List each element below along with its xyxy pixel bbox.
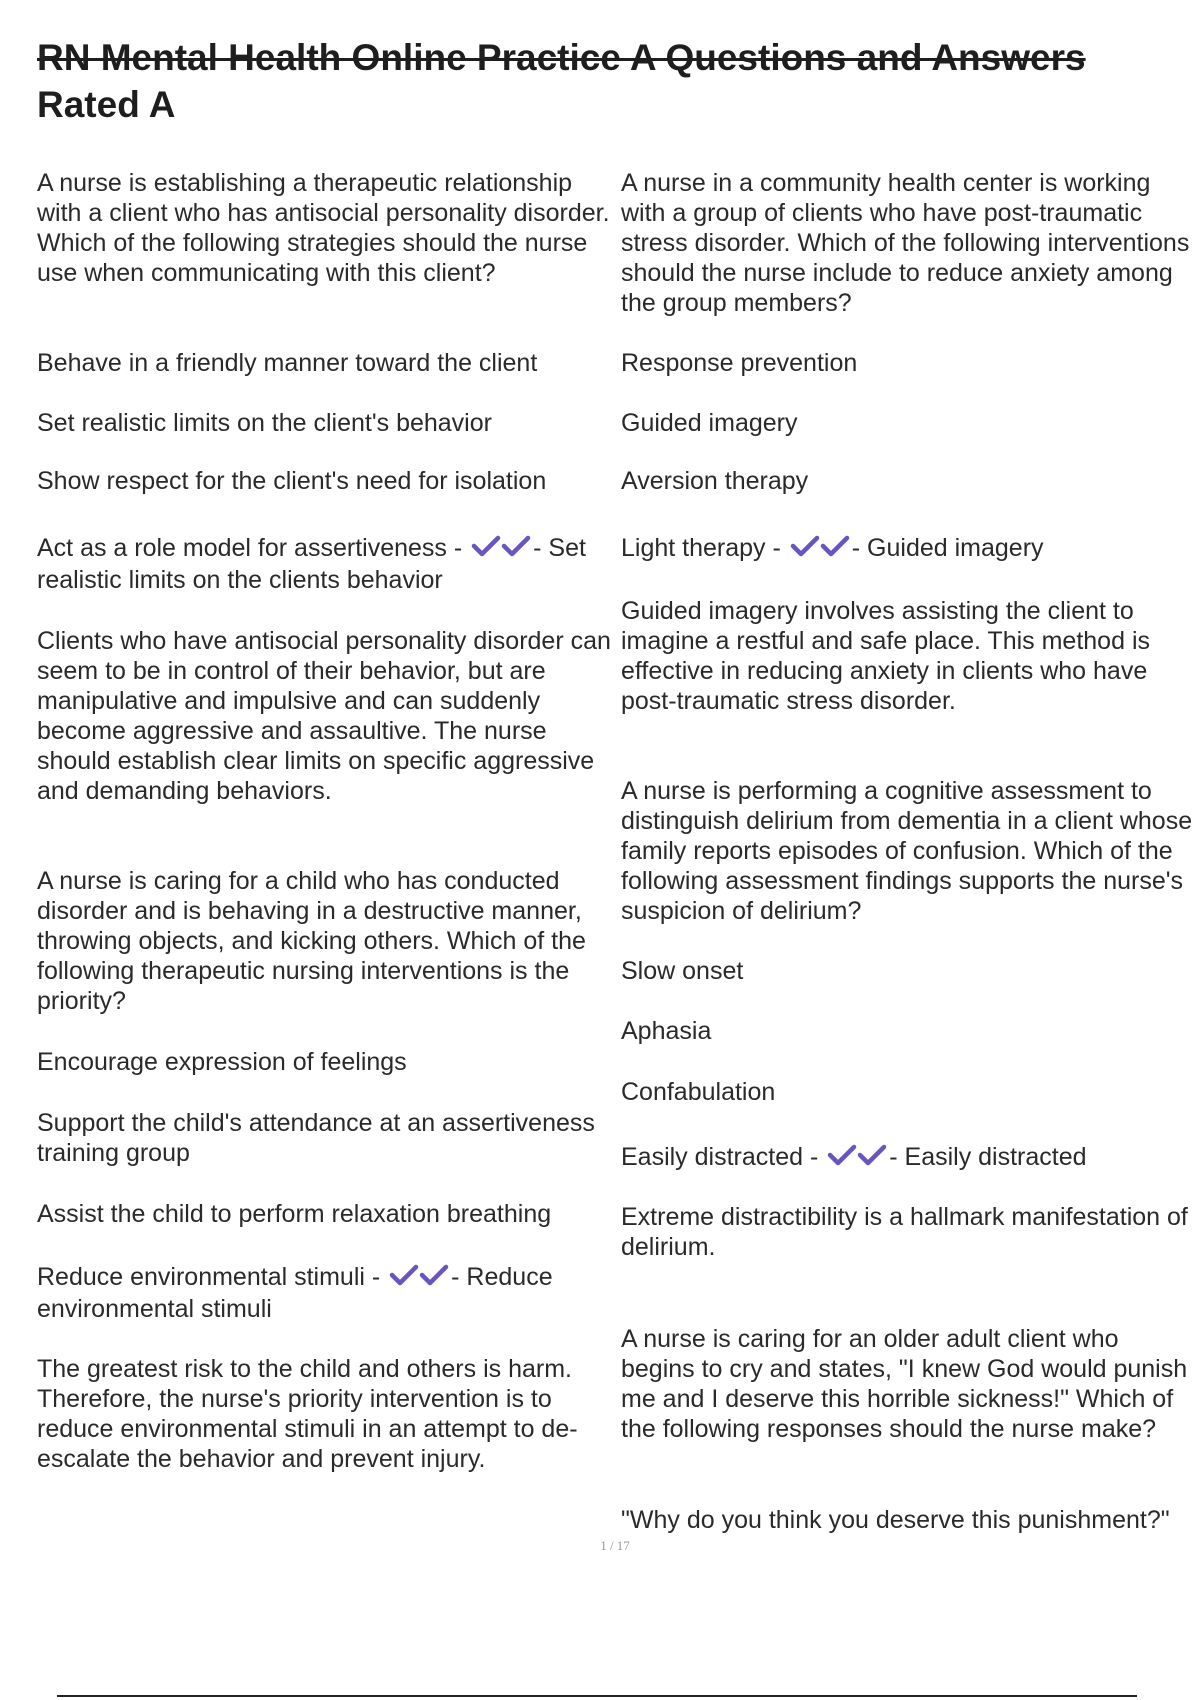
answer-option: Slow onset [621,957,744,985]
question-text: A nurse is caring for a child who has conducted disorder and is behaving in a destructive manner, throwing objects, and kicking others. Which of the following therapeutic nursing interventions is the priority? [37,867,586,1015]
answer-option: Set realistic limits on the client's behavior [37,409,492,437]
answer-option: Behave in a friendly manner toward the client [37,349,538,377]
question-text: A nurse is establishing a therapeutic relationship with a client who has antisocial personality disorder. Which of the following strategies should the nurse use when communicating with this client? [37,169,610,287]
page-number: 1 / 17 [600,1538,630,1553]
double-check-icon [471,534,531,565]
answer-option: "Why do you think you deserve this punishment?" [621,1506,1170,1534]
rationale-text: Clients who have antisocial personality disorder can seem to be in control of their behavior, but are manipulative and impulsive and can suddenly become aggressive and assaultive. The nurse should establish clear limits on specific aggressive and demanding behaviors. [37,627,611,805]
rationale-text: The greatest risk to the child and others is harm. Therefore, the nurse's priority intervention is to reduce environmental stimuli in an attempt to de-escalate the behavior and prevent injury. [37,1355,578,1473]
answer-option: Act as a role model for assertiveness - [37,534,463,562]
correct-answer: - Guided imagery [851,534,1044,562]
double-check-icon [790,534,850,565]
answer-option: Support the child's attendance at an assertiveness training group [37,1109,595,1167]
answer-option: Response prevention [621,349,858,377]
correct-answer-line [621,533,1193,565]
question-text: A nurse is performing a cognitive assessment to distinguish delirium from dementia in a client whose family reports episodes of confusion. Which of the following assessment findings supports the nurse's suspicion of delirium? [621,777,1193,925]
page-divider [57,1695,1137,1697]
correct-answer-line [621,1142,1193,1174]
check-icon [501,534,531,558]
double-check-icon [827,1143,887,1174]
answer-option: Confabulation [621,1078,776,1106]
answer-option: Aversion therapy [621,467,809,495]
answer-option: Show respect for the client's need for isolation [37,467,547,495]
question-text: A nurse in a community health center is working with a group of clients who have post-traumatic stress disorder. Which of the following interventions should the nurse include to reduce anxiety among the group members? [621,169,1190,317]
check-icon [471,534,501,558]
check-icon [820,534,850,558]
document-title [37,34,1187,128]
answer-option: Easily distracted - [621,1143,819,1171]
title-line-1: RN Mental Health Online Practice A Questions and Answers [37,37,1086,78]
check-icon [857,1143,887,1167]
double-check-icon [389,1263,449,1294]
answer-option: Assist the child to perform relaxation breathing [37,1200,552,1228]
answer-option: Aphasia [621,1017,712,1045]
correct-answer: - Reduce environmental stimuli [37,1263,553,1323]
correct-answer-line [37,533,612,595]
rationale-text: Extreme distractibility is a hallmark manifestation of delirium. [621,1203,1188,1261]
check-icon [790,534,820,558]
correct-answer-line [37,1262,612,1324]
title-line-2: Rated A [37,84,176,125]
question-text: A nurse is caring for an older adult client who begins to cry and states, "I knew God would punish me and I deserve this horrible sickness!" Which of the following responses should the nurse make? [621,1325,1188,1443]
answer-option: Encourage expression of feelings [37,1048,407,1076]
correct-answer: - Set realistic limits on the clients behavior [37,534,586,594]
answer-option: Reduce environmental stimuli - [37,1263,381,1291]
answer-option: Guided imagery [621,409,798,437]
check-icon [389,1263,419,1287]
check-icon [419,1263,449,1287]
answer-option: Light therapy - [621,534,781,562]
check-icon [827,1143,857,1167]
correct-answer: - Easily distracted [889,1143,1087,1171]
rationale-text: Guided imagery involves assisting the client to imagine a restful and safe place. This method is effective in reducing anxiety in clients who have post-traumatic stress disorder. [621,597,1150,715]
